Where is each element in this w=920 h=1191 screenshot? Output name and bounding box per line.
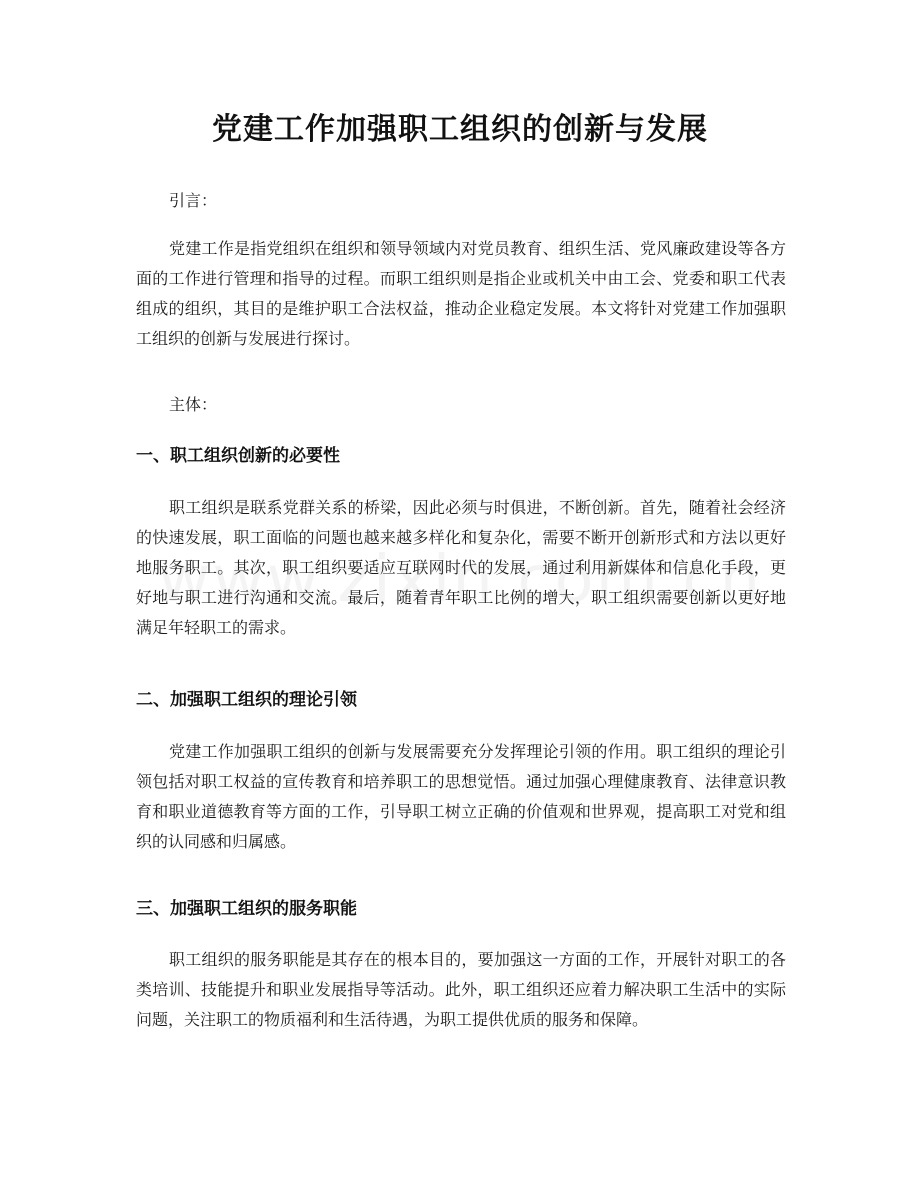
section-paragraph: 职工组织是联系党群关系的桥梁，因此必须与时俱进，不断创新。首先，随着社会经济的快速发展，职工面临的问题也越来越多样化和复杂化，需要不断开创新形式和方法以更好地服务职工。其次，职工组织要适应互联网时代的发展，通过利用新媒体和信息化手段，更好地与职工进行沟通和交流。最后，随着青年职工比例的增大，职工组织需要创新以更好地满足年轻职工的需求。 (136, 498, 786, 637)
section-heading: 二、加强职工组织的理论引领 (136, 690, 357, 710)
intro-paragraph: 党建工作是指党组织在组织和领导领域内对党员教育、组织生活、党风廉政建设等各方面的工作进行管理和指导的过程。而职工组织则是指企业或机关中由工会、党委和职工代表组成的组织，其目的是维护职工合法权益，推动企业稳定发展。本文将针对党建工作加强职工组织的创新与发展进行探讨。 (136, 239, 786, 348)
section-heading: 一、职工组织创新的必要性 (136, 446, 340, 466)
section-2-body (136, 737, 786, 857)
section-paragraph: 职工组织的服务职能是其存在的根本目的，要加强这一方面的工作，开展针对职工的各类培训、技能提升和职业发展指导等活动。此外，职工组织还应着力解决职工生活中的实际问题，关注职工的物质福利和生活待遇，为职工提供优质的服务和保障。 (136, 950, 786, 1029)
document-title: 党建工作加强职工组织的创新与发展 (212, 112, 708, 147)
section-2 (136, 685, 786, 715)
intro-label: 引言： (169, 191, 218, 210)
main-label-block (136, 390, 786, 420)
section-heading: 三、加强职工组织的服务职能 (136, 899, 357, 919)
section-1-body (136, 493, 786, 643)
section-3-body (136, 945, 786, 1035)
intro-paragraph-block (136, 234, 786, 354)
section-paragraph: 党建工作加强职工组织的创新与发展需要充分发挥理论引领的作用。职工组织的理论引领包括对职工权益的宣传教育和培养职工的思想觉悟。通过加强心理健康教育、法律意识教育和职业道德教育等方面的工作，引导职工树立正确的价值观和世界观，提高职工对党和组织的认同感和归属感。 (136, 742, 786, 851)
section-1 (136, 441, 786, 471)
intro-label-block (136, 186, 786, 216)
section-3 (136, 894, 786, 924)
main-label: 主体： (169, 395, 218, 414)
